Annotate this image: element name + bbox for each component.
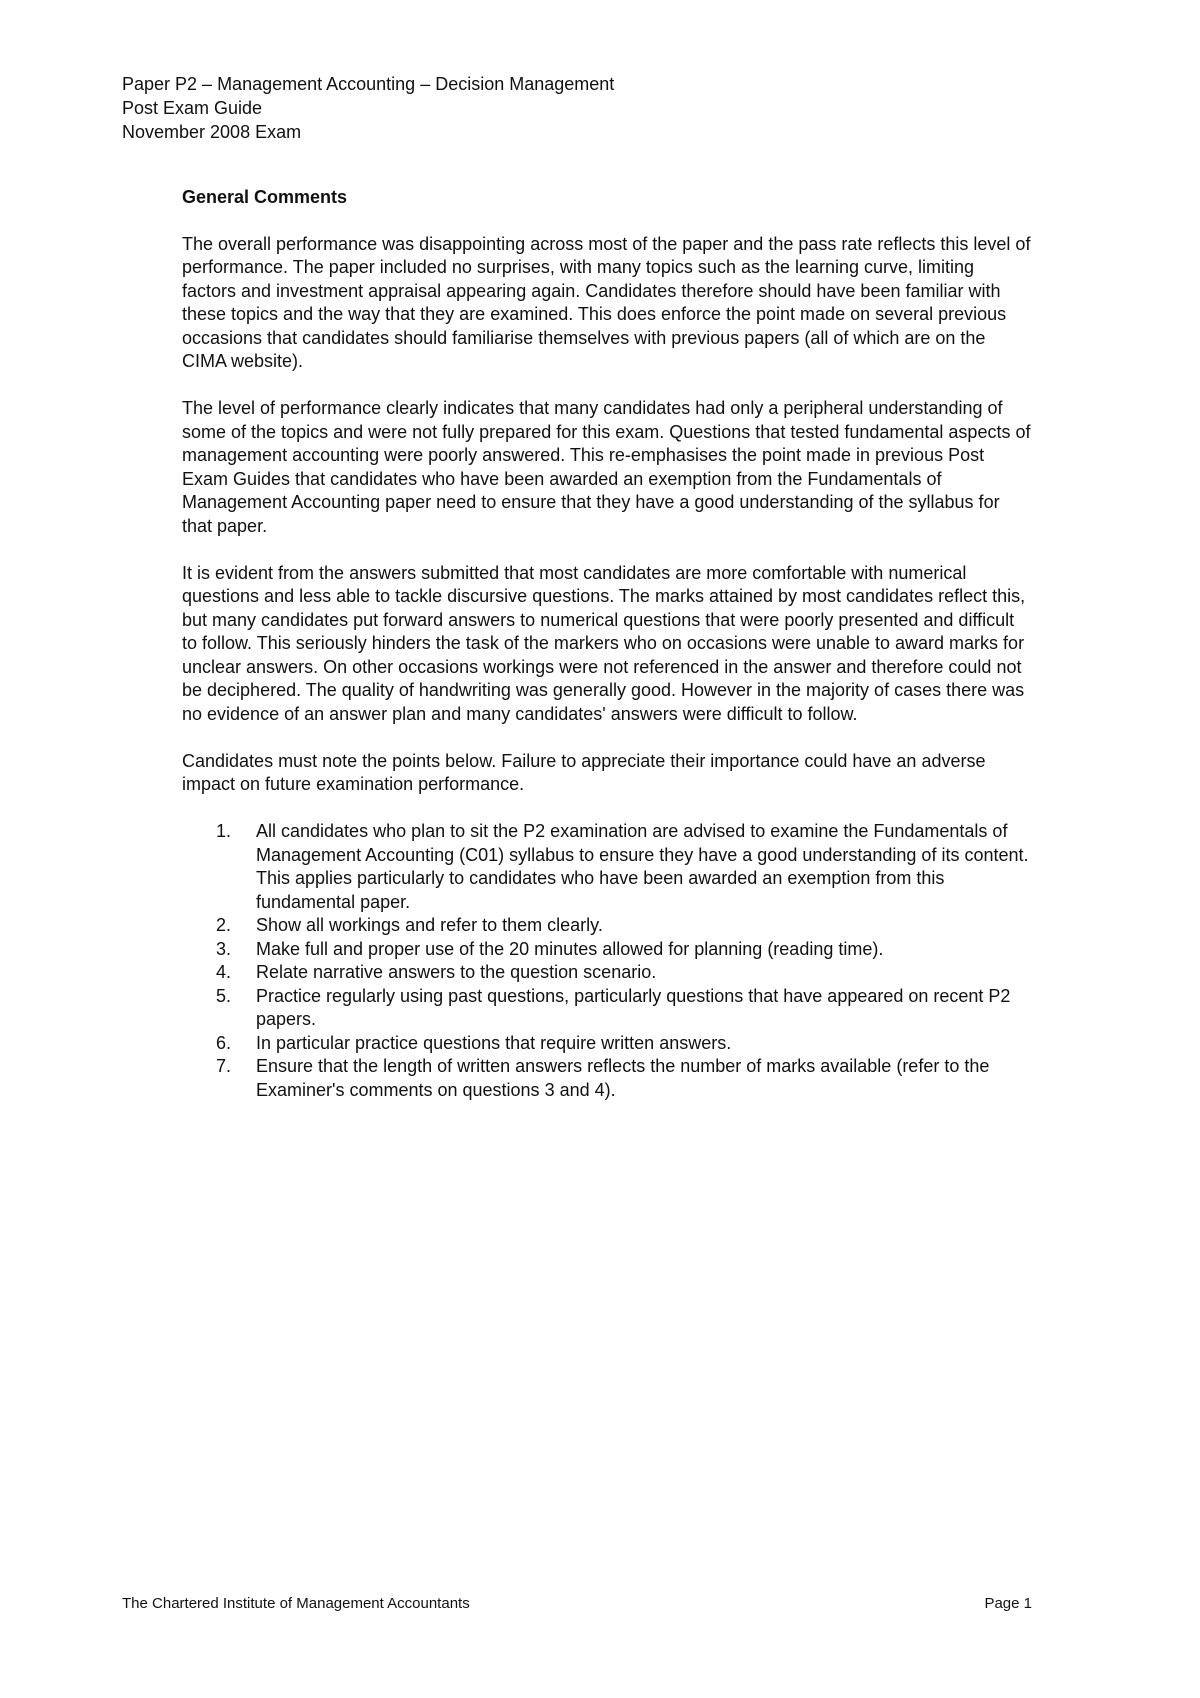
list-item-text: All candidates who plan to sit the P2 examination are advised to examine the Fundamentals of Management Accounting (C01) syllabus to ensure they have a good understanding of its content. This applies particularly to candidates who have been awarded an exemption from this fundamental paper. [256, 821, 1029, 912]
list-item-text: Show all workings and refer to them clearly. [256, 915, 603, 935]
document-header [122, 72, 614, 144]
list-item-number: 1. [215, 821, 231, 841]
list-item [182, 938, 1032, 962]
list-item [182, 961, 1032, 985]
list-item-number: 5. [215, 985, 231, 1006]
section-heading: General Comments [182, 187, 348, 207]
list-item-number: 7. [215, 1056, 231, 1076]
header-guide-title: Post Exam Guide [122, 98, 263, 118]
header-paper-title: Paper P2 – Management Accounting – Decision Management [122, 74, 615, 94]
list-item-text: Practice regularly using past questions, particularly questions that have appeared on recent P2 papers. [256, 985, 1011, 1029]
list-item [182, 1032, 1032, 1056]
document-footer [122, 1594, 1032, 1614]
list-item [182, 914, 1032, 938]
list-item [182, 1055, 1032, 1102]
list-item-number: 6. [215, 1032, 231, 1053]
paragraph: Candidates must note the points below. Failure to appreciate their importance could have an adverse impact on future examination performance. [182, 750, 986, 794]
paragraph: The level of performance clearly indicates that many candidates had only a peripheral understanding of some of the topics and were not fully prepared for this exam. Questions that tested fundamental aspects of management accounting were poorly answered. This re-emphasises the point made in previous Post Exam Guides that candidates who have been awarded an exemption from the Fundamentals of Management Accounting paper need to ensure that they have a good understanding of the syllabus for that paper. [182, 398, 1031, 536]
list-item-number: 3. [215, 938, 231, 959]
list-item [182, 820, 1032, 914]
list-item-text: Relate narrative answers to the question scenario. [256, 962, 657, 982]
document-body [182, 186, 1032, 1102]
paragraph: It is evident from the answers submitted that most candidates are more comfortable with numerical questions and less able to tackle discursive questions. The marks attained by most candidates reflect this, but many candidates put forward answers to numerical questions that were poorly presented and difficult to follow. This seriously hinders the task of the markers who on occasions were unable to award marks for unclear answers. On other occasions workings were not referenced in the answer and therefore could not be deciphered. The quality of handwriting was generally good. However in the majority of cases there was no evidence of an answer plan and many candidates' answers were difficult to follow. [182, 562, 1026, 724]
list-item-text: Make full and proper use of the 20 minutes allowed for planning (reading time). [256, 938, 884, 959]
list-item [182, 985, 1032, 1032]
list-item-text: Ensure that the length of written answers reflects the number of marks available (refer to the Examiner's comments on questions 3 and 4). [256, 1056, 990, 1100]
footer-organization: The Chartered Institute of Management Accountants [122, 1595, 470, 1612]
list-item-number: 4. [215, 962, 231, 982]
page-number: Page 1 [984, 1595, 1032, 1612]
advice-list [182, 820, 1032, 1102]
header-exam-date: November 2008 Exam [122, 122, 302, 142]
list-item-number: 2. [215, 915, 231, 935]
paragraph: The overall performance was disappointing across most of the paper and the pass rate reflects this level of performance. The paper included no surprises, with many topics such as the learning curve, limiting factors and investment appraisal appearing again. Candidates therefore should have been familiar with these topics and the way that they are examined. This does enforce the point made on several previous occasions that candidates should familiarise themselves with previous papers (all of which are on the CIMA website). [182, 233, 1031, 371]
list-item-text: In particular practice questions that require written answers. [256, 1032, 732, 1053]
